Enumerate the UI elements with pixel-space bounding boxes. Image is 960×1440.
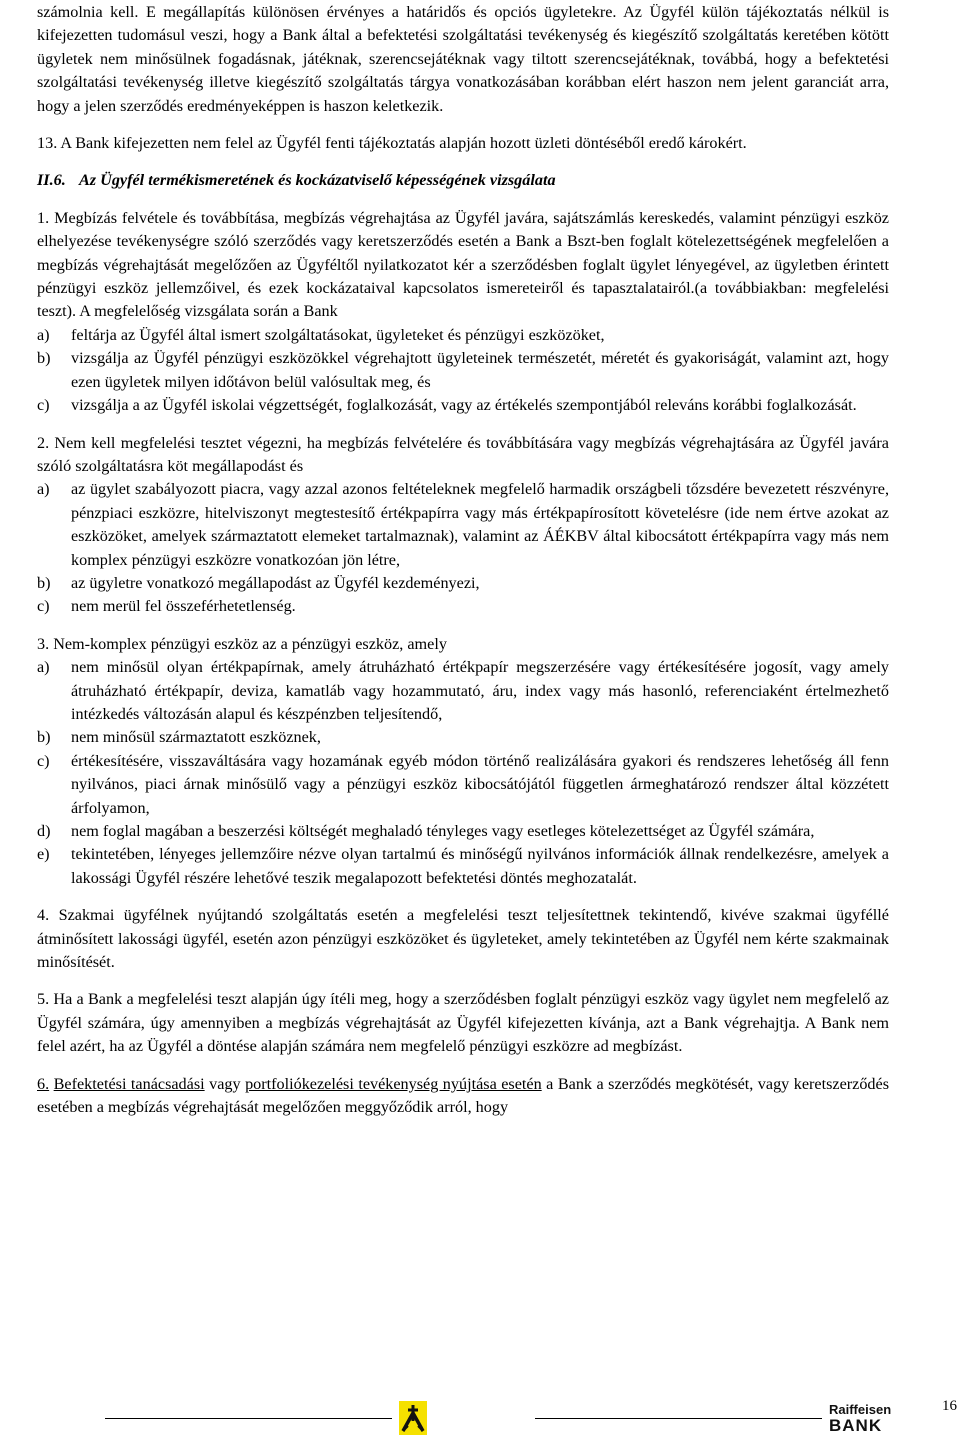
footer-rule-right <box>535 1418 822 1419</box>
item-label: a) <box>37 658 50 677</box>
underlined-phrase: portfoliókezelési tevékenység nyújtása esetén <box>245 1074 542 1093</box>
item-label: b) <box>37 728 51 747</box>
item-text: tekintetében, lényeges jellemzőire nézve olyan tartalmú és minőségű nyilvános információk állnak rendelkezésre, amelyek a lakossági Ügyfél részére lehetővé teszik megalapozott befektetési döntés meghozatalát. <box>71 845 889 887</box>
item-label: b) <box>37 573 51 592</box>
paragraph-1: 1. Megbízás felvétele és továbbítása, megbízás végrehajtása az Ügyfél javára, sajátszámlás kereskedés, valamint pénzügyi eszköz elhelyezése tevékenységre szóló szerződés vagy keretszerződés esetén a Bank a Bszt-ben foglalt kötelezettségének megfelelően a megbízás végrehajtását megelőzően az Ügyféltől nyilatkozatot kér a szerződésben foglalt ügylet lényegével, az ügyletben érintett pénzügyi eszköz jellemzőivel, és ezek kockázataival kapcsolatos ismereteiről és tapasztalatairól.(a továbbiakban: megfelelési teszt). A megfelelőség vizsgálata során a Bank <box>37 208 889 321</box>
item-text: vizsgálja a az Ügyfél iskolai végzettségét, foglalkozását, vagy az értékelés szempontjából releváns korábbi foglalkozását. <box>71 396 857 415</box>
section-number: II.6. <box>37 171 66 190</box>
item-label: c) <box>37 396 50 415</box>
footer-rule-left <box>105 1418 392 1419</box>
item-text: értékesítésére, visszaváltására vagy hozamának egyéb módon történő realizálására gyakori és rendszeres lehetőség áll fenn nyilvános, piaci árnak minősülő vagy a pénzügyi eszköz kibocsátójától független ármeghatározó rendszer által közzétett árfolyamon, <box>71 751 889 817</box>
logo-text-line2: BANK <box>829 1416 883 1435</box>
item-text: nem foglal magában a beszerzési költségét meghaladó tényleges vagy esetleges kötelezettséget az Ügyfél számára, <box>71 822 815 840</box>
page-footer <box>0 1398 960 1439</box>
list-item <box>37 595 889 618</box>
list-item <box>37 347 889 394</box>
logo-text <box>829 1402 891 1435</box>
list-item <box>37 750 889 820</box>
item-text: nem minősül olyan értékpapírnak, amely átruházható értékpapír megszerzésére vagy értékesítésére jogosít, vagy amely átruházható értékpapír, deviza, kamatláb vagy hozammutató, áru, index vagy más hasonló, referenciaként értelmezhető intézkedés változásán alapul és készpénzben teljesítendő, <box>71 658 889 723</box>
list-item <box>37 843 889 890</box>
list-item <box>37 820 889 843</box>
text-fragment: vagy <box>204 1074 246 1093</box>
logo-text-line1: Raiffeisen <box>829 1402 892 1417</box>
item-label: c) <box>37 597 50 616</box>
paragraph-1-items <box>37 324 889 418</box>
item-text: feltárja az Ügyfél által ismert szolgáltatásokat, ügyleteket és pénzügyi eszközöket, <box>71 325 605 344</box>
raiffeisen-logo <box>399 1401 892 1437</box>
item-label: a) <box>37 480 50 499</box>
item-text: vizsgálja az Ügyfél pénzügyi eszközökkel végrehajtott ügyleteinek természetét, méretét és gyakoriságát, valamint azt, hogy ezen ügyletek milyen időtávon belül valósultak meg, és <box>71 349 889 391</box>
list-item <box>37 572 889 595</box>
paragraph-4: 4. Szakmai ügyfélnek nyújtandó szolgáltatás esetén a megfelelési teszt teljesítettnek tekintendő, kivéve szakmai ügyféllé átminősített lakossági ügyfél, esetén azon pénzügyi eszközöket és ügyleteket, amely tekintetében az Ügyfél nem kérte szakmainak minősítését. <box>37 906 889 972</box>
paragraph-2-items <box>37 478 889 618</box>
item-text: az ügylet szabályozott piacra, vagy azzal azonos feltételeknek megfelelő harmadik országbeli tőzsdére bevezetett részvényre, pénzpiaci eszközre, hitelviszonyt megtestesítő értékpapírra vagy más értékpapírosított követelésre (ide nem értve azokat az eszközöket, amelyek származtatott elemeket tartalmaznak), valamint az ÁÉKBV által kibocsátott értékpapírra vagy más nem komplex pénzügyi eszközre vonatkozóan jön létre, <box>71 480 889 569</box>
page-number: 16 <box>942 1398 957 1414</box>
list-item <box>37 656 889 726</box>
underlined-phrase: Befektetési tanácsadási <box>53 1074 205 1093</box>
list-item <box>37 726 889 749</box>
paragraph-2: 2. Nem kell megfelelési tesztet végezni, ha megbízás felvételére és továbbítására vagy megbízás végrehajtására az Ügyfél javára szóló szolgáltatásra köt megállapodást és <box>37 433 889 475</box>
document-body <box>37 0 889 1119</box>
item-label: c) <box>37 751 50 770</box>
raiffeisen-gable-cross-icon <box>399 1401 427 1435</box>
paragraph-13: 13. A Bank kifejezetten nem felel az Ügyfél fenti tájékoztatás alapján hozott üzleti döntéséből eredő károkért. <box>37 134 747 153</box>
top-paragraph: számolnia kell. E megállapítás különösen érvényes a határidős és opciós ügyletekre. Az Ügyfél külön tájékoztatás nélkül is kifejezetten tudomásul veszi, hogy a Bank által a befektetési szolgáltatási tevékenység és kiegészítő szolgáltatás keretében kötött ügyletek nem minősülnek fogadásnak, játéknak, szerencsejátéknak vagy tiltott szerencsejátéknak, továbbá, hogy a befektetési szolgáltatási tevékenység illetve kiegészítő szolgáltatás tárgya vonatkozásában korábban elért haszon nem jelent garanciát arra, hogy a jelen szerződés eredményeképpen is haszon keletkezik. <box>37 3 889 115</box>
list-item <box>37 478 889 572</box>
paragraph-3: 3. Nem-komplex pénzügyi eszköz az a pénzügyi eszköz, amely <box>37 634 447 653</box>
item-label: b) <box>37 349 51 368</box>
section-heading <box>37 169 889 192</box>
list-item <box>37 324 889 347</box>
paragraph-5: 5. Ha a Bank a megfelelési teszt alapján úgy ítéli meg, hogy a szerződésben foglalt pénzügyi eszköz vagy ügylet nem megfelelő az Ügyfél számára, úgy amennyiben a megbízás végrehajtását az Ügyfél kifejezetten kívánja, azt a Bank végrehajtja. A Bank nem felel azért, ha az Ügyfél a döntése alapján számára nem megfelelő pénzügyi eszközre ad megbízást. <box>37 990 889 1056</box>
item-text: nem minősül származtatott eszköznek, <box>71 728 321 747</box>
text-fragment: a Bank a szerződés megkötését, vagy keretszerződés esetében a megbízás végrehajtását megelőzően meggyőződik arról, hogy <box>37 1074 890 1117</box>
paragraph-3-items <box>37 656 889 890</box>
item-text: nem merül fel összeférhetetlenség. <box>71 597 296 616</box>
item-text: az ügyletre vonatkozó megállapodást az Ügyfél kezdeményezi, <box>71 573 480 592</box>
section-title: Az Ügyfél termékismeretének és kockázatviselő képességének vizsgálata <box>79 171 556 190</box>
item-label: d) <box>37 822 51 840</box>
paragraph-6 <box>37 1073 889 1120</box>
item-label: e) <box>37 845 50 864</box>
item-number: 6. <box>37 1074 50 1093</box>
list-item <box>37 394 889 417</box>
item-label: a) <box>37 325 50 344</box>
